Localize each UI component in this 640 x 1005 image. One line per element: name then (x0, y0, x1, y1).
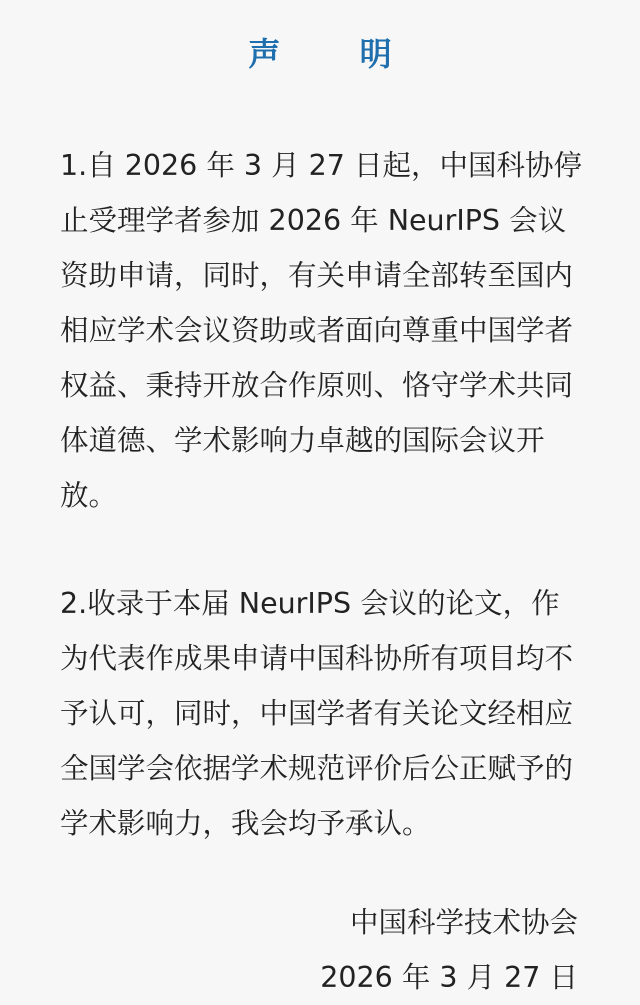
signature-organization: 中国科学技术协会 (349, 906, 578, 939)
signature-date: 2026 年 3 月 27 日 (320, 961, 578, 994)
statement-clause-2: 2.收录于本届 NeurIPS 会议的论文，作为代表作成果申请中国科协所有项目均不予认可，同时，中国学者有关论文经相应全国学会依据学术规范评价后公正赋予的学术影响力，我会均予承认。 (60, 587, 574, 840)
page-title: 声 明 (248, 35, 426, 73)
statement-clause-1: 1.自 2026 年 3 月 27 日起，中国科协停止受理学者参加 2026 年 NeurIPS 会议资助申请，同时，有关申请全部转至国内相应学术会议资助或者面向尊重中国学者权益、秉持开放合作原则、恪守学术共同体道德、学术影响力卓越的国际会议开放。 (60, 149, 582, 512)
